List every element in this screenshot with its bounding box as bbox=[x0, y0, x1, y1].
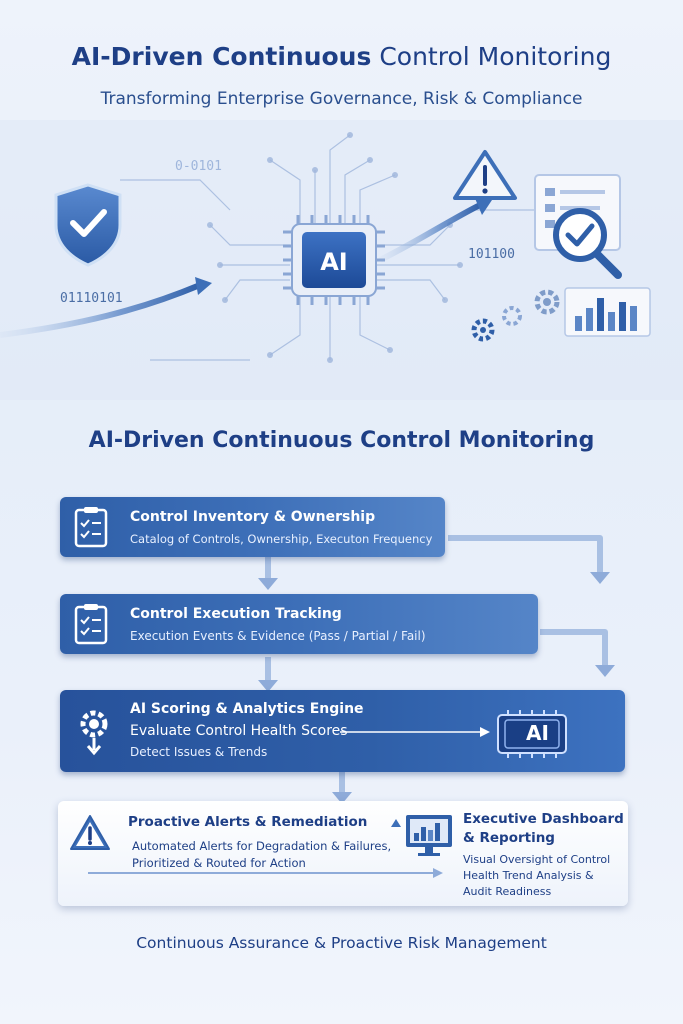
dashboard-line3: Audit Readiness bbox=[463, 885, 552, 898]
alerts-line1: Automated Alerts for Degradation & Failures, bbox=[132, 839, 392, 853]
step-control-execution bbox=[60, 594, 538, 654]
step-line2: Detect Issues & Trends bbox=[130, 745, 268, 759]
clipboard-check-icon bbox=[72, 505, 112, 549]
footer-tagline: Continuous Assurance & Proactive Risk Management bbox=[136, 934, 547, 952]
step-title: Control Inventory & Ownership bbox=[130, 509, 376, 525]
monitor-dashboard-icon bbox=[404, 813, 454, 859]
binary-left: 01110101 bbox=[60, 291, 123, 306]
step-ai-scoring bbox=[60, 690, 625, 772]
ai-gear-icon bbox=[72, 704, 116, 756]
alerts-arrow bbox=[88, 863, 448, 883]
binary-right: 101100 bbox=[468, 247, 515, 262]
step-line1: Evaluate Control Health Scores bbox=[130, 723, 348, 739]
step-title: Control Execution Tracking bbox=[130, 606, 342, 622]
caret-icon bbox=[391, 819, 401, 827]
dashboard-line1: Visual Oversight of Control bbox=[463, 853, 611, 866]
dashboard-title1: Executive Dashboard bbox=[463, 811, 624, 827]
clipboard-list-icon bbox=[72, 602, 112, 646]
title-bold: AI-Driven Continuous bbox=[71, 42, 372, 71]
ai-engine-chip-label: AI bbox=[526, 721, 549, 745]
alerts-line2: Prioritized & Routed for Action bbox=[132, 856, 306, 870]
alerts-title: Proactive Alerts & Remediation bbox=[128, 814, 368, 830]
alert-triangle-icon bbox=[68, 813, 112, 853]
step-subtitle: Execution Events & Evidence (Pass / Partial / Fail) bbox=[130, 629, 426, 643]
dashboard-line2: Health Trend Analysis & bbox=[463, 869, 594, 882]
page-subtitle: Transforming Enterprise Governance, Risk & Compliance bbox=[100, 89, 583, 109]
outcomes-panel bbox=[58, 801, 628, 906]
step-control-inventory bbox=[60, 497, 445, 557]
step-subtitle: Catalog of Controls, Ownership, Executon Frequency bbox=[130, 532, 433, 546]
step-title: AI Scoring & Analytics Engine bbox=[130, 701, 364, 717]
dashboard-title2: & Reporting bbox=[463, 830, 555, 846]
binary-top: 0-0101 bbox=[175, 159, 222, 174]
ai-chip-label: AI bbox=[320, 248, 348, 276]
title-rest: Control Monitoring bbox=[379, 42, 612, 71]
section-heading: AI-Driven Continuous Control Monitoring bbox=[88, 428, 595, 453]
ai-engine-chip-icon bbox=[330, 710, 630, 760]
